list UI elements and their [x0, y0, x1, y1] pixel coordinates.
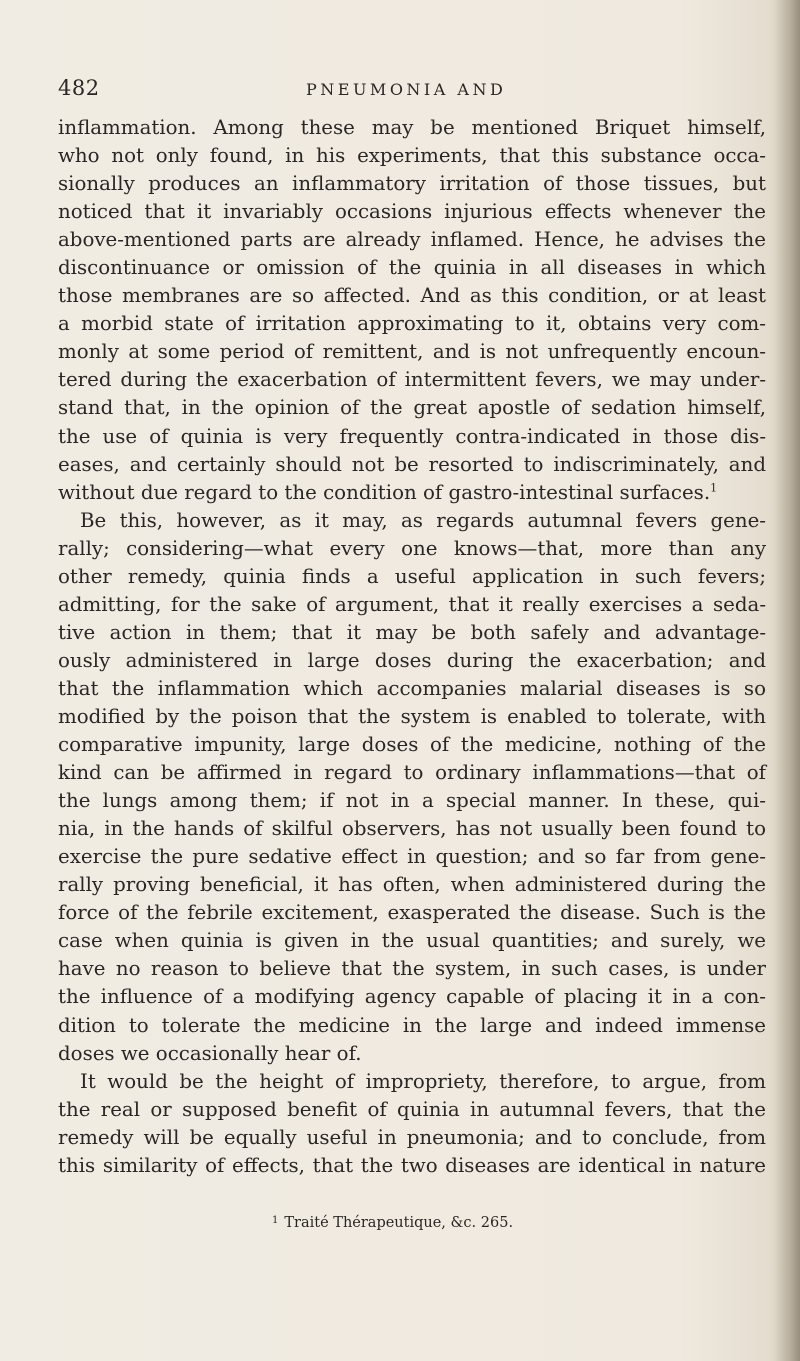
text-line: inflammation. Among these may be mentioned Briquet himself,: [58, 116, 766, 139]
text-line: eases, and certainly should not be resorted to indiscriminately, and: [58, 452, 766, 476]
body-text: [58, 114, 766, 1180]
footnote-text: Traité Thérapeutique, &c. 265.: [284, 1215, 514, 1231]
text-line: comparative impunity, large doses of the medicine, nothing of the: [58, 733, 766, 757]
text-line: admitting, for the sake of argument, that it really exercises a seda-: [58, 592, 766, 616]
text-line: have no reason to believe that the system, in such cases, is under: [58, 957, 766, 981]
text-line: discontinuance or omission of the quinia in all diseases in which: [58, 256, 766, 280]
text-line: Be this, however, as it may, as regards autumnal fevers gene-: [80, 508, 766, 532]
text-line: without due regard to the condition of gastro-intestinal surfaces.: [58, 480, 711, 504]
text-line: monly at some period of remittent, and is not unfrequently encoun-: [58, 340, 766, 364]
text-line: case when quinia is given in the usual quantities; and surely, we: [58, 929, 766, 953]
text-line: remedy will be equally useful in pneumonia; and to conclude, from: [58, 1125, 766, 1149]
page-number: 482: [58, 76, 100, 100]
text-line: noticed that it invariably occasions injurious effects whenever the: [58, 200, 766, 224]
text-line: this similarity of effects, that the two diseases are identical in nature: [58, 1153, 766, 1177]
running-head: PNEUMONIA AND: [306, 80, 507, 99]
text-line: exercise the pure sedative effect in question; and so far from gene-: [58, 845, 766, 869]
text-line: a morbid state of irritation approximating to it, obtains very com-: [58, 312, 766, 336]
text-line: who not only found, in his experiments, that this substance occa-: [58, 144, 766, 168]
text-line: above-mentioned parts are already inflamed. Hence, he advises the: [58, 228, 766, 252]
text-line: force of the febrile excitement, exasperated the disease. Such is the: [58, 901, 766, 925]
text-line: modified by the poison that the system is enabled to tolerate, with: [58, 704, 766, 728]
footnote: [272, 1215, 513, 1231]
text-line: rally proving beneficial, it has often, when administered during the: [58, 873, 766, 897]
text-line-with-footnote: [58, 479, 766, 507]
text-line: kind can be affirmed in regard to ordinary inflammations—that of: [58, 761, 766, 785]
text-line: nia, in the hands of skilful observers, has not usually been found to: [58, 817, 766, 841]
text-line: other remedy, quinia finds a useful application in such fevers;: [58, 564, 766, 588]
text-line: ously administered in large doses during the exacerbation; and: [58, 648, 766, 672]
text-line: the real or supposed benefit of quinia in autumnal fevers, that the: [58, 1097, 766, 1121]
text-line: the influence of a modifying agency capable of placing it in a con-: [58, 985, 766, 1009]
text-line: It would be the height of impropriety, therefore, to argue, from: [80, 1069, 766, 1093]
footnote-reference: 1: [710, 481, 718, 495]
text-line: the lungs among them; if not in a special manner. In these, qui-: [58, 789, 766, 813]
text-line: tive action in them; that it may be both safely and advantage-: [58, 620, 766, 644]
text-line: that the inflammation which accompanies malarial diseases is so: [58, 676, 766, 700]
footnote-marker: 1: [272, 1215, 279, 1226]
text-line: the use of quinia is very frequently contra-indicated in those dis-: [58, 424, 766, 448]
text-line: tered during the exacerbation of intermittent fevers, we may under-: [58, 368, 766, 392]
text-line: doses we occasionally hear of.: [58, 1041, 362, 1065]
page-header: [58, 76, 758, 106]
page-edge-shadow: [774, 0, 800, 1361]
text-line: dition to tolerate the medicine in the large and indeed immense: [58, 1013, 766, 1037]
text-line: sionally produces an inflammatory irritation of those tissues, but: [58, 172, 766, 196]
text-line: stand that, in the opinion of the great apostle of sedation himself,: [58, 396, 766, 420]
text-line: rally; considering—what every one knows—that, more than any: [58, 536, 766, 560]
text-line: those membranes are so affected. And as this condition, or at least: [58, 284, 766, 308]
